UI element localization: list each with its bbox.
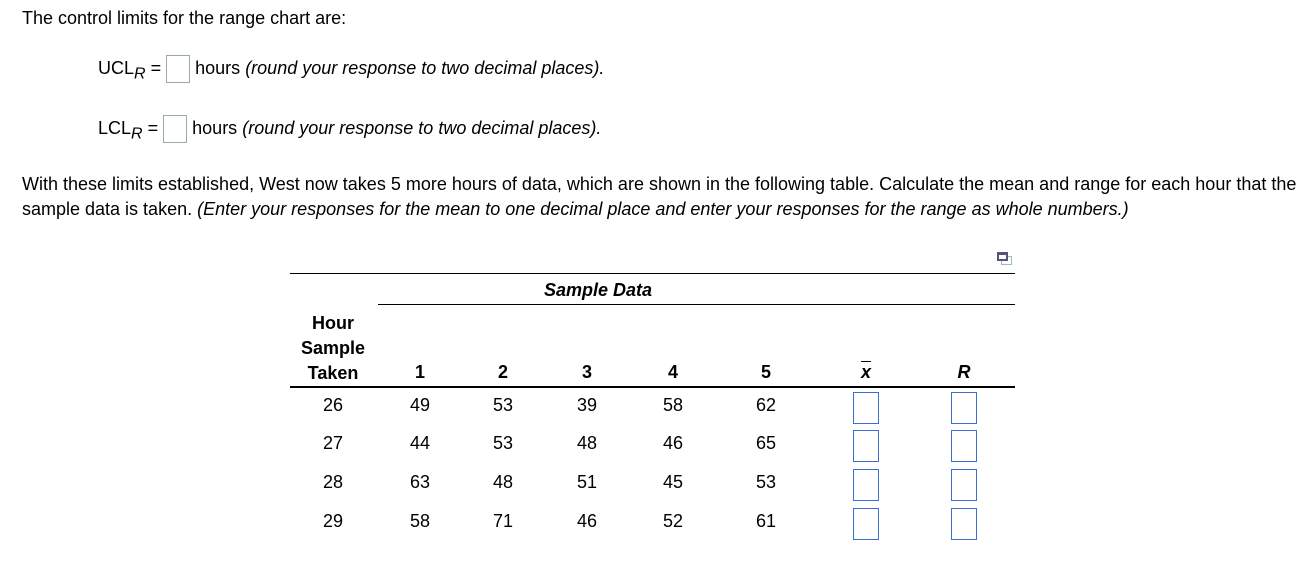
col-header-5: 5 (760, 362, 771, 382)
col-header-range: R (957, 362, 971, 382)
lcl-row (98, 115, 601, 143)
sample-value-cell: 63 (409, 472, 431, 492)
ucl-unit: hours (195, 57, 241, 78)
sample-value-cell: 58 (409, 511, 431, 531)
sample-data-header: Sample Data (543, 280, 653, 300)
col-header-1: 1 (414, 362, 425, 382)
lcl-label: LCL (98, 117, 132, 138)
sample-value-cell: 58 (662, 395, 684, 415)
ucl-row (98, 55, 604, 83)
hour-cell: 28 (322, 472, 344, 492)
ucl-label: UCL (98, 57, 135, 78)
hour-cell: 26 (322, 395, 344, 415)
hour-header-line: Sample (300, 338, 366, 358)
hour-cell: 29 (322, 511, 344, 531)
mean-input[interactable] (853, 469, 879, 501)
range-input[interactable] (951, 508, 977, 540)
hour-header-line: Taken (307, 363, 359, 383)
ucl-equals: = (150, 57, 162, 78)
sample-value-cell: 52 (662, 511, 684, 531)
col-header-3: 3 (581, 362, 592, 382)
lcl-subscript: R (131, 125, 143, 143)
mean-input[interactable] (853, 392, 879, 424)
range-input[interactable] (951, 430, 977, 462)
lcl-equals: = (147, 117, 159, 138)
col-header-2: 2 (497, 362, 508, 382)
sample-value-cell: 48 (492, 472, 514, 492)
instructions-hint: (Enter your responses for the mean to one decimal place and enter your responses for the range as whole numbers.) (197, 199, 1129, 219)
ucl-hint: (round your response to two decimal places). (245, 57, 605, 78)
mean-input[interactable] (853, 430, 879, 462)
sample-value-cell: 65 (755, 433, 777, 453)
sample-value-cell: 53 (492, 395, 514, 415)
range-input[interactable] (951, 392, 977, 424)
sample-value-cell: 51 (576, 472, 598, 492)
table-top-border (290, 273, 1015, 274)
sample-value-cell: 49 (409, 395, 431, 415)
sample-value-cell: 46 (662, 433, 684, 453)
sample-value-cell: 45 (662, 472, 684, 492)
lcl-unit: hours (192, 117, 238, 138)
mean-input[interactable] (853, 508, 879, 540)
sample-value-cell: 46 (576, 511, 598, 531)
sample-value-cell: 48 (576, 433, 598, 453)
range-input[interactable] (951, 469, 977, 501)
sample-value-cell: 53 (492, 433, 514, 453)
sample-value-cell: 53 (755, 472, 777, 492)
col-header-4: 4 (667, 362, 678, 382)
group-header-rule (378, 304, 1015, 305)
col-header-mean: $\overline{x}$ (860, 362, 871, 382)
sample-value-cell: 39 (576, 395, 598, 415)
header-bottom-rule (290, 386, 1015, 388)
sample-value-cell: 61 (755, 511, 777, 531)
lcl-hint: (round your response to two decimal places). (242, 117, 602, 138)
intro-text: The control limits for the range chart are: (22, 8, 347, 28)
ucl-input[interactable] (166, 55, 190, 83)
hour-cell: 27 (322, 433, 344, 453)
sample-value-cell: 71 (492, 511, 514, 531)
instructions (22, 172, 1297, 222)
hour-header (290, 311, 376, 386)
instructions-text: With these limits established, West now takes 5 more hours of data, which are shown in the following table. Calculate the mean and range for each hour that the sample data is taken. (22, 174, 1297, 219)
ucl-subscript: R (134, 65, 146, 83)
hour-header-line: Hour (312, 313, 354, 333)
copy-table-icon[interactable] (997, 252, 1013, 266)
sample-value-cell: 62 (755, 395, 777, 415)
sample-value-cell: 44 (409, 433, 431, 453)
lcl-input[interactable] (163, 115, 187, 143)
